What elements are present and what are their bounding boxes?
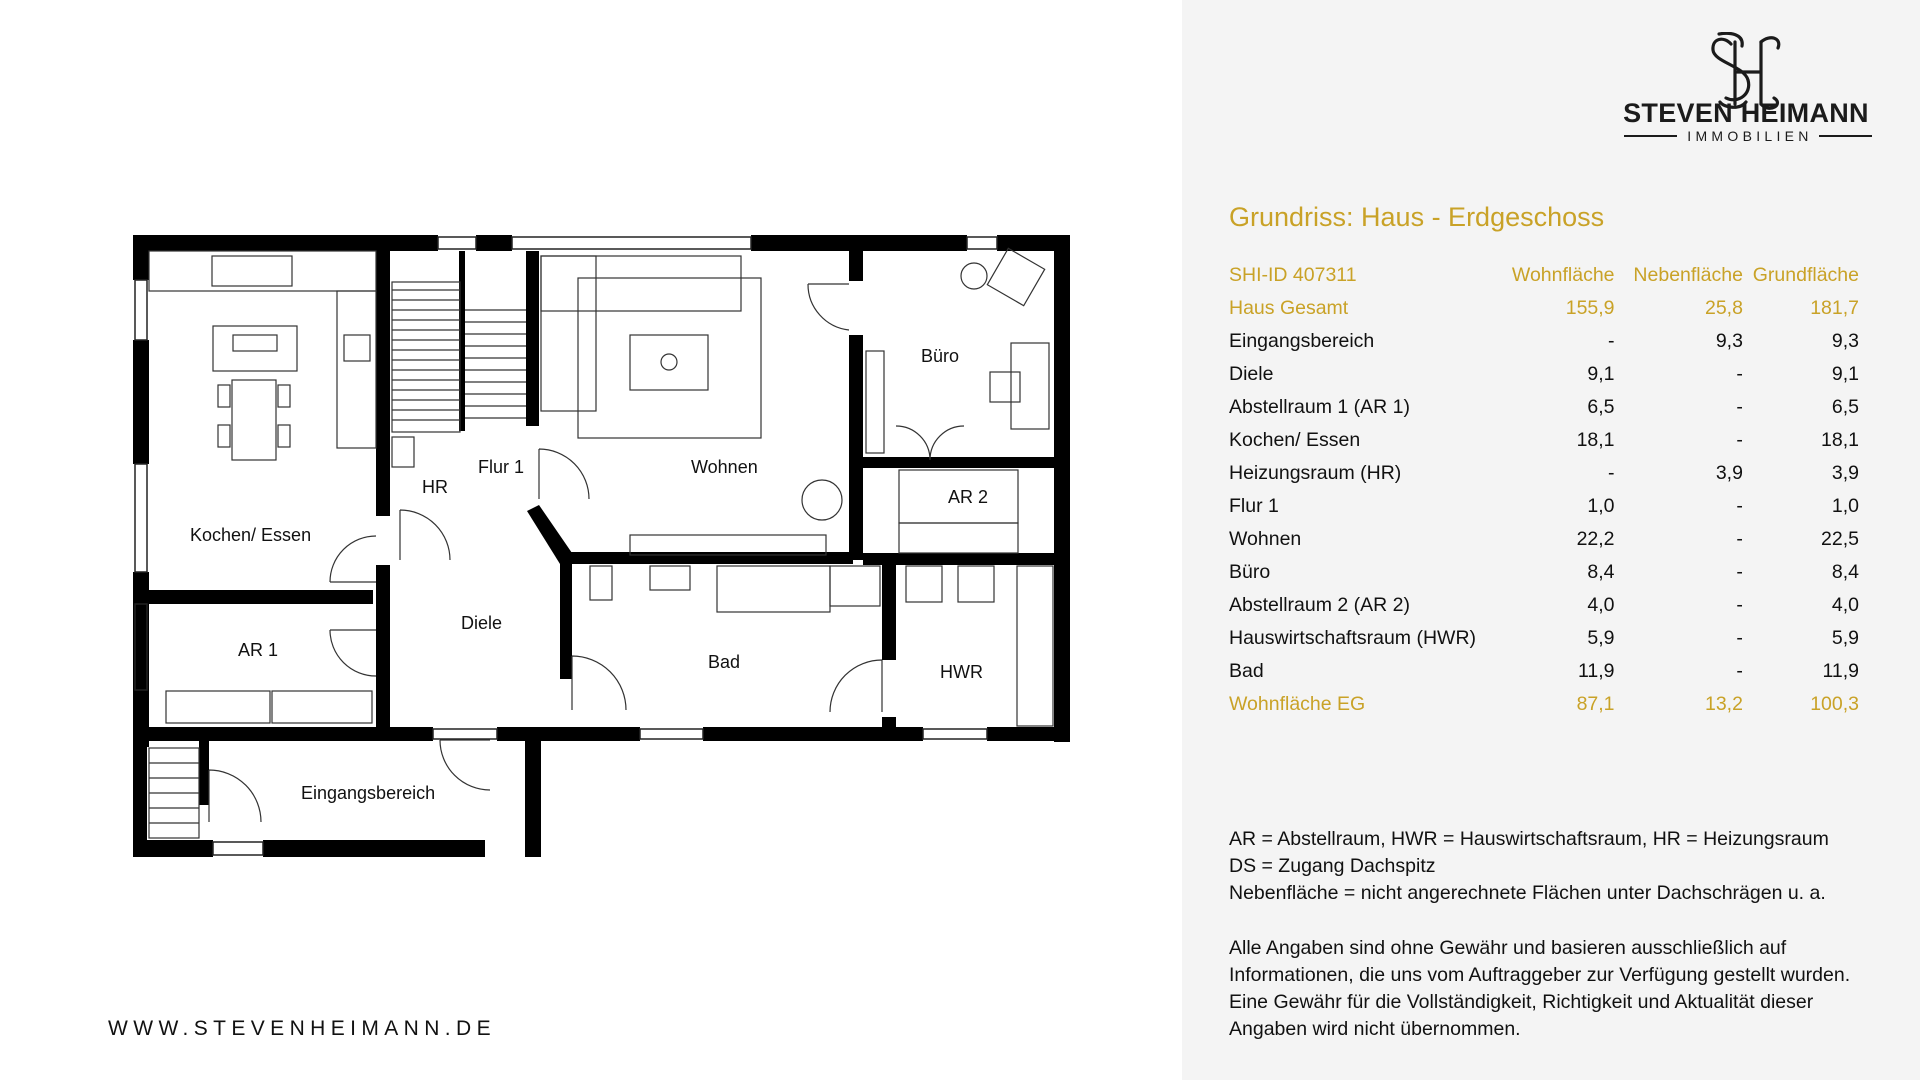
grundflaeche-value: 9,1: [1831, 363, 1859, 385]
logo-brand: STEVEN HEIMANN: [1623, 98, 1869, 128]
room-label-flur1: Flur 1: [478, 457, 525, 477]
nebenflaeche-value: -: [1736, 363, 1743, 385]
wohnflaeche-value: 4,0: [1587, 594, 1615, 616]
wohnflaeche-value: 22,2: [1576, 528, 1615, 550]
room-label-wohnen: Wohnen: [691, 457, 758, 477]
wohnflaeche-value: 87,1: [1576, 693, 1615, 715]
grundflaeche-value: 1,0: [1831, 495, 1859, 517]
header-nebenflaeche: Nebenfläche: [1633, 264, 1743, 286]
table-header-row: [1229, 259, 1859, 292]
room-label-hwr: HWR: [940, 662, 983, 682]
wohnflaeche-value: 155,9: [1565, 297, 1615, 319]
nebenflaeche-value: 25,8: [1704, 297, 1743, 319]
wohnflaeche-value: 8,4: [1587, 561, 1615, 583]
grundflaeche-value: 9,3: [1831, 330, 1859, 352]
table-row: [1229, 655, 1859, 688]
wohnflaeche-value: 18,1: [1576, 429, 1615, 451]
table-row: [1229, 622, 1859, 655]
table-row: [1229, 292, 1859, 325]
grundflaeche-value: 181,7: [1810, 297, 1859, 319]
disclaimer: [1229, 935, 1909, 1043]
room-name: Diele: [1229, 363, 1274, 385]
nebenflaeche-value: -: [1736, 561, 1743, 583]
grundflaeche-value: 18,1: [1821, 429, 1859, 451]
nebenflaeche-value: -: [1736, 660, 1743, 682]
wohnflaeche-value: 9,1: [1587, 363, 1615, 385]
table-row: [1229, 556, 1859, 589]
nebenflaeche-value: 13,2: [1704, 693, 1743, 715]
grundflaeche-value: 11,9: [1822, 660, 1859, 682]
nebenflaeche-value: -: [1736, 627, 1743, 649]
nebenflaeche-value: 3,9: [1715, 462, 1743, 484]
disclaimer-line: Eine Gewähr für die Vollständigkeit, Richtigkeit und Aktualität dieser: [1229, 991, 1814, 1013]
grundflaeche-value: 3,9: [1831, 462, 1859, 484]
wohnflaeche-value: 6,5: [1587, 396, 1615, 418]
nebenflaeche-value: -: [1736, 429, 1743, 451]
wohnflaeche-value: -: [1608, 462, 1615, 484]
room-label-hr: HR: [422, 477, 448, 497]
table-row: [1229, 325, 1859, 358]
room-name: Wohnfläche EG: [1229, 693, 1366, 715]
disclaimer-line: Angaben wird nicht übernommen.: [1229, 1018, 1521, 1040]
area-table: [1229, 259, 1859, 721]
table-row: [1229, 688, 1859, 721]
floor-plan-walls: [133, 235, 1070, 857]
room-name: Flur 1: [1229, 495, 1279, 517]
page-title: Grundriss: Haus - Erdgeschoss: [1229, 202, 1605, 232]
table-row: [1229, 523, 1859, 556]
room-name: Abstellraum 1 (AR 1): [1229, 396, 1410, 418]
area-table-body: [1229, 259, 1859, 721]
grundflaeche-value: 22,5: [1821, 528, 1859, 550]
logo-sub: IMMOBILIEN: [1687, 128, 1813, 144]
table-row: [1229, 358, 1859, 391]
table-row: [1229, 424, 1859, 457]
room-label-eingang: Eingangsbereich: [301, 783, 436, 803]
room-label-ar2: AR 2: [948, 487, 989, 507]
nebenflaeche-value: -: [1736, 495, 1743, 517]
grundflaeche-value: 100,3: [1810, 693, 1859, 715]
room-label-diele: Diele: [461, 613, 503, 633]
room-name: Eingangsbereich: [1229, 330, 1375, 352]
nebenflaeche-value: 9,3: [1715, 330, 1743, 352]
website-url[interactable]: WWW.STEVENHEIMANN.DE: [108, 1017, 497, 1040]
room-name: Büro: [1229, 561, 1271, 583]
header-grundflaeche: Grundfläche: [1752, 264, 1859, 286]
room-name: Hauswirtschaftsraum (HWR): [1229, 627, 1477, 649]
grundflaeche-value: 5,9: [1831, 627, 1859, 649]
table-row: [1229, 457, 1859, 490]
disclaimer-line: Alle Angaben sind ohne Gewähr und basieren ausschließlich auf: [1229, 937, 1787, 959]
logo-subline: [1624, 126, 1872, 146]
room-name: Heizungsraum (HR): [1229, 462, 1402, 484]
room-label-kochen: Kochen/ Essen: [190, 525, 312, 545]
table-row: [1229, 391, 1859, 424]
footnote-line: Nebenfläche = nicht angerechnete Flächen unter Dachschrägen u. a.: [1229, 882, 1826, 904]
header-id: SHI-ID 407311: [1229, 264, 1357, 286]
room-label-ar1: AR 1: [238, 640, 279, 660]
disclaimer-line: Informationen, die uns vom Auftraggeber zur Verfügung gestellt wurden.: [1229, 964, 1851, 986]
logo-rule-left: [1624, 135, 1677, 137]
footnote-line: AR = Abstellraum, HWR = Hauswirtschaftsraum, HR = Heizungsraum: [1229, 828, 1829, 850]
footnotes: [1229, 826, 1889, 907]
nebenflaeche-value: -: [1736, 396, 1743, 418]
room-name: Abstellraum 2 (AR 2): [1229, 594, 1410, 616]
nebenflaeche-value: -: [1736, 528, 1743, 550]
wohnflaeche-value: 1,0: [1587, 495, 1615, 517]
grundflaeche-value: 8,4: [1831, 561, 1859, 583]
header-wohnflaeche: Wohnfläche: [1511, 264, 1615, 286]
room-name: Kochen/ Essen: [1229, 429, 1361, 451]
grundflaeche-value: 4,0: [1831, 594, 1859, 616]
footnote-line: DS = Zugang Dachspitz: [1229, 855, 1436, 877]
logo-rule-right: [1819, 135, 1872, 137]
wohnflaeche-value: 5,9: [1587, 627, 1615, 649]
room-label-bad: Bad: [708, 652, 741, 672]
grundflaeche-value: 6,5: [1831, 396, 1859, 418]
room-name: Haus Gesamt: [1229, 297, 1349, 319]
wohnflaeche-value: 11,9: [1578, 660, 1615, 682]
room-name: Wohnen: [1229, 528, 1302, 550]
wohnflaeche-value: -: [1608, 330, 1615, 352]
table-row: [1229, 589, 1859, 622]
room-label-buero: Büro: [921, 346, 960, 366]
table-row: [1229, 490, 1859, 523]
room-name: Bad: [1229, 660, 1264, 682]
nebenflaeche-value: -: [1736, 594, 1743, 616]
